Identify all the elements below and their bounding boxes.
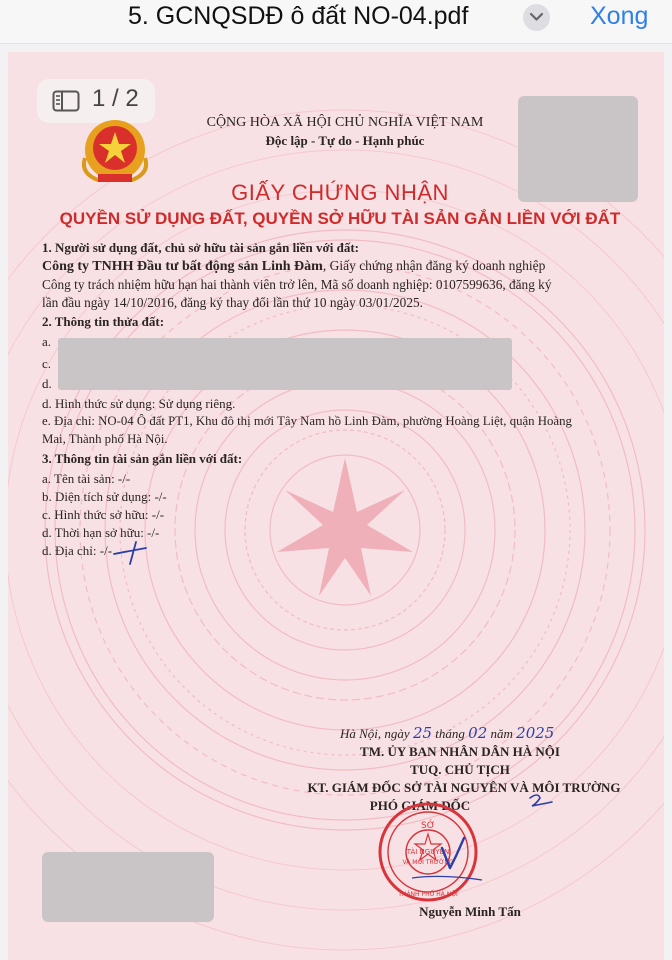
certificate-subtitle: QUYỀN SỬ DỤNG ĐẤT, QUYỀN SỞ HỮU TÀI SẢN GẮN LIỀN VỚI ĐẤT [59, 209, 621, 228]
owner-line-3: lần đầu ngày 14/10/2016, đăng ký thay đổi lần thứ 10 ngày 03/01/2025. [42, 295, 423, 310]
year-label: năm [490, 726, 513, 741]
title-menu-button[interactable] [523, 4, 550, 31]
section-2-heading: 2. Thông tin thửa đất: [42, 314, 165, 329]
nation-header: CỘNG HÒA XÃ HỘI CHỦ NGHĨA VIỆT NAM [206, 115, 484, 130]
land-use-form: d. Hình thức sử dụng: Sử dụng riêng. [42, 396, 236, 411]
asset-item-address: d. Địa chỉ: -/- [42, 543, 113, 558]
parcel-item-a: a. [42, 334, 52, 349]
owner-line-1-rest: , Giấy chứng nhận đăng ký doanh nghiệp [322, 258, 546, 273]
svg-text:VÀ MÔI TRƯỜNG: VÀ MÔI TRƯỜNG [402, 859, 454, 866]
signature-line-4: PHÓ GIÁM ĐỐC [369, 798, 471, 813]
page-indicator [37, 79, 155, 123]
date-year: 2025 [516, 724, 555, 742]
viewer-toolbar [0, 0, 672, 44]
svg-text:THÀNH PHỐ HÀ NỘI: THÀNH PHỐ HÀ NỘI [398, 891, 458, 898]
section-1-heading: 1. Người sử dụng đất, chủ sở hữu tài sản gắn liền với đất: [42, 240, 359, 255]
svg-text:TÀI NGUYÊN: TÀI NGUYÊN [406, 848, 450, 856]
motto: Độc lập - Tự do - Hạnh phúc [265, 133, 425, 148]
parcel-item-d: d. [42, 376, 52, 391]
date-place-label: Hà Nội, ngày [340, 726, 410, 741]
file-title[interactable]: 5. GCNQSDĐ ô đất NO-04.pdf [128, 2, 469, 30]
redacted-parcel-info [58, 338, 512, 390]
asset-item-term: d. Thời hạn sở hữu: -/- [42, 525, 160, 540]
national-emblem-icon [70, 118, 160, 186]
signature-line-3: KT. GIÁM ĐỐC SỞ TÀI NGUYÊN VÀ MÔI TRƯỜNG [307, 780, 621, 795]
redacted-registration-area [42, 852, 214, 922]
month-label: tháng [435, 726, 465, 741]
owner-line-1 [42, 258, 545, 275]
parcel-address-line-1: e. Địa chỉ: NO-04 Ô đất PT1, Khu đô thị mới Tây Nam hồ Linh Đàm, phường Hoàng Liệt, quận Hoàng [42, 414, 572, 428]
date-day: 25 [412, 724, 433, 742]
parcel-address-line-2: Mai, Thành phố Hà Nội. [42, 432, 168, 446]
asset-item-name: a. Tên tài sản: -/- [42, 471, 131, 486]
owner-line-2: Công ty trách nhiệm hữu hạn hai thành viên trở lên, Mã số doanh nghiệp: 0107599636, đăng ký [42, 277, 552, 292]
asset-item-form: c. Hình thức sở hữu: -/- [42, 507, 165, 522]
done-button[interactable]: Xong [590, 2, 649, 30]
signer-name: Nguyễn Minh Tấn [419, 904, 521, 919]
asset-item-area: b. Diện tích sử dụng: -/- [42, 489, 167, 504]
signature-line-1: TM. ỦY BAN NHÂN DÂN HÀ NỘI [360, 744, 560, 759]
certificate-title: GIẤY CHỨNG NHẬN [231, 180, 449, 205]
parcel-item-c: c. [42, 356, 52, 371]
date-month: 02 [468, 724, 488, 742]
official-seal-icon [372, 798, 492, 908]
chevron-down-icon [529, 12, 544, 22]
sidebar-icon [52, 90, 80, 112]
owner-company-name: Công ty TNHH Đầu tư bất động sản Linh Đàm [42, 259, 323, 274]
signing-date [340, 724, 554, 742]
svg-text:SỞ: SỞ [421, 821, 435, 831]
signature-line-2: TUQ. CHỦ TỊCH [410, 762, 510, 777]
handwritten-slash-mark [112, 540, 148, 566]
page-indicator-label: 1 / 2 [92, 85, 139, 112]
section-3-heading: 3. Thông tin tài sản gắn liền với đất: [42, 451, 243, 466]
handwritten-mark [526, 790, 556, 810]
